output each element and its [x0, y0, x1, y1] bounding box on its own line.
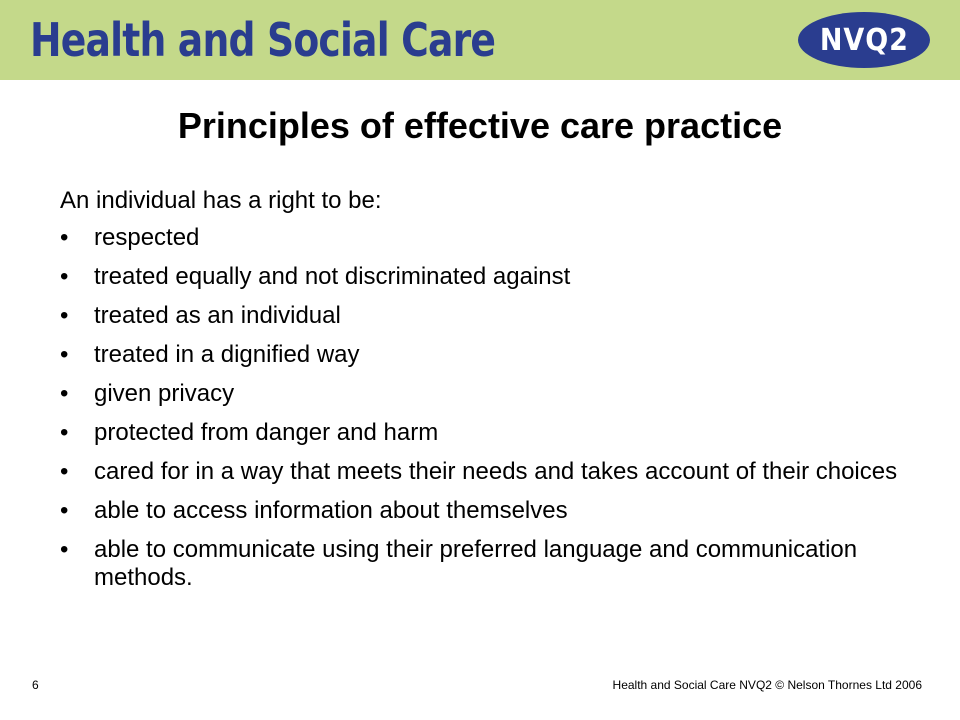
list-item: [60, 458, 930, 486]
rights-list: [60, 224, 930, 603]
bullet-icon: •: [60, 224, 69, 251]
brand-title: Health and Social Care: [30, 13, 496, 67]
page-number: 6: [32, 678, 39, 692]
list-item: [60, 341, 930, 369]
list-item: [60, 224, 930, 252]
list-item-text: treated equally and not discriminated against: [94, 263, 571, 290]
list-item-text: treated as an individual: [94, 302, 341, 329]
list-item: [60, 419, 930, 447]
bullet-icon: •: [60, 536, 69, 563]
bullet-icon: •: [60, 263, 69, 290]
footer-credit: Health and Social Care NVQ2 © Nelson Thornes Ltd 2006: [612, 678, 922, 692]
list-item-text: protected from danger and harm: [94, 419, 439, 446]
bullet-icon: •: [60, 419, 69, 446]
level-badge: [798, 12, 930, 68]
list-item: [60, 263, 930, 291]
list-item: [60, 497, 930, 525]
bullet-icon: •: [60, 380, 69, 407]
bullet-icon: •: [60, 497, 69, 524]
list-item: [60, 302, 930, 330]
list-item-text: treated in a dignified way: [94, 341, 360, 368]
list-item-text: able to communicate using their preferred language and communication methods.: [94, 536, 858, 591]
list-item: [60, 536, 930, 592]
list-item-text: respected: [94, 224, 200, 251]
slide-heading: Principles of effective care practice: [177, 105, 783, 146]
list-item-text: able to access information about themselves: [94, 497, 568, 524]
bullet-icon: •: [60, 458, 69, 485]
level-badge-label: NVQ2: [819, 22, 909, 58]
bullet-icon: •: [60, 302, 69, 329]
list-item-text: given privacy: [94, 380, 235, 407]
bullet-icon: •: [60, 341, 69, 368]
list-item: [60, 380, 930, 408]
header-banner: [0, 0, 960, 80]
list-item-text: cared for in a way that meets their needs and takes account of their choices: [94, 458, 898, 485]
intro-text: An individual has a right to be:: [60, 187, 382, 214]
